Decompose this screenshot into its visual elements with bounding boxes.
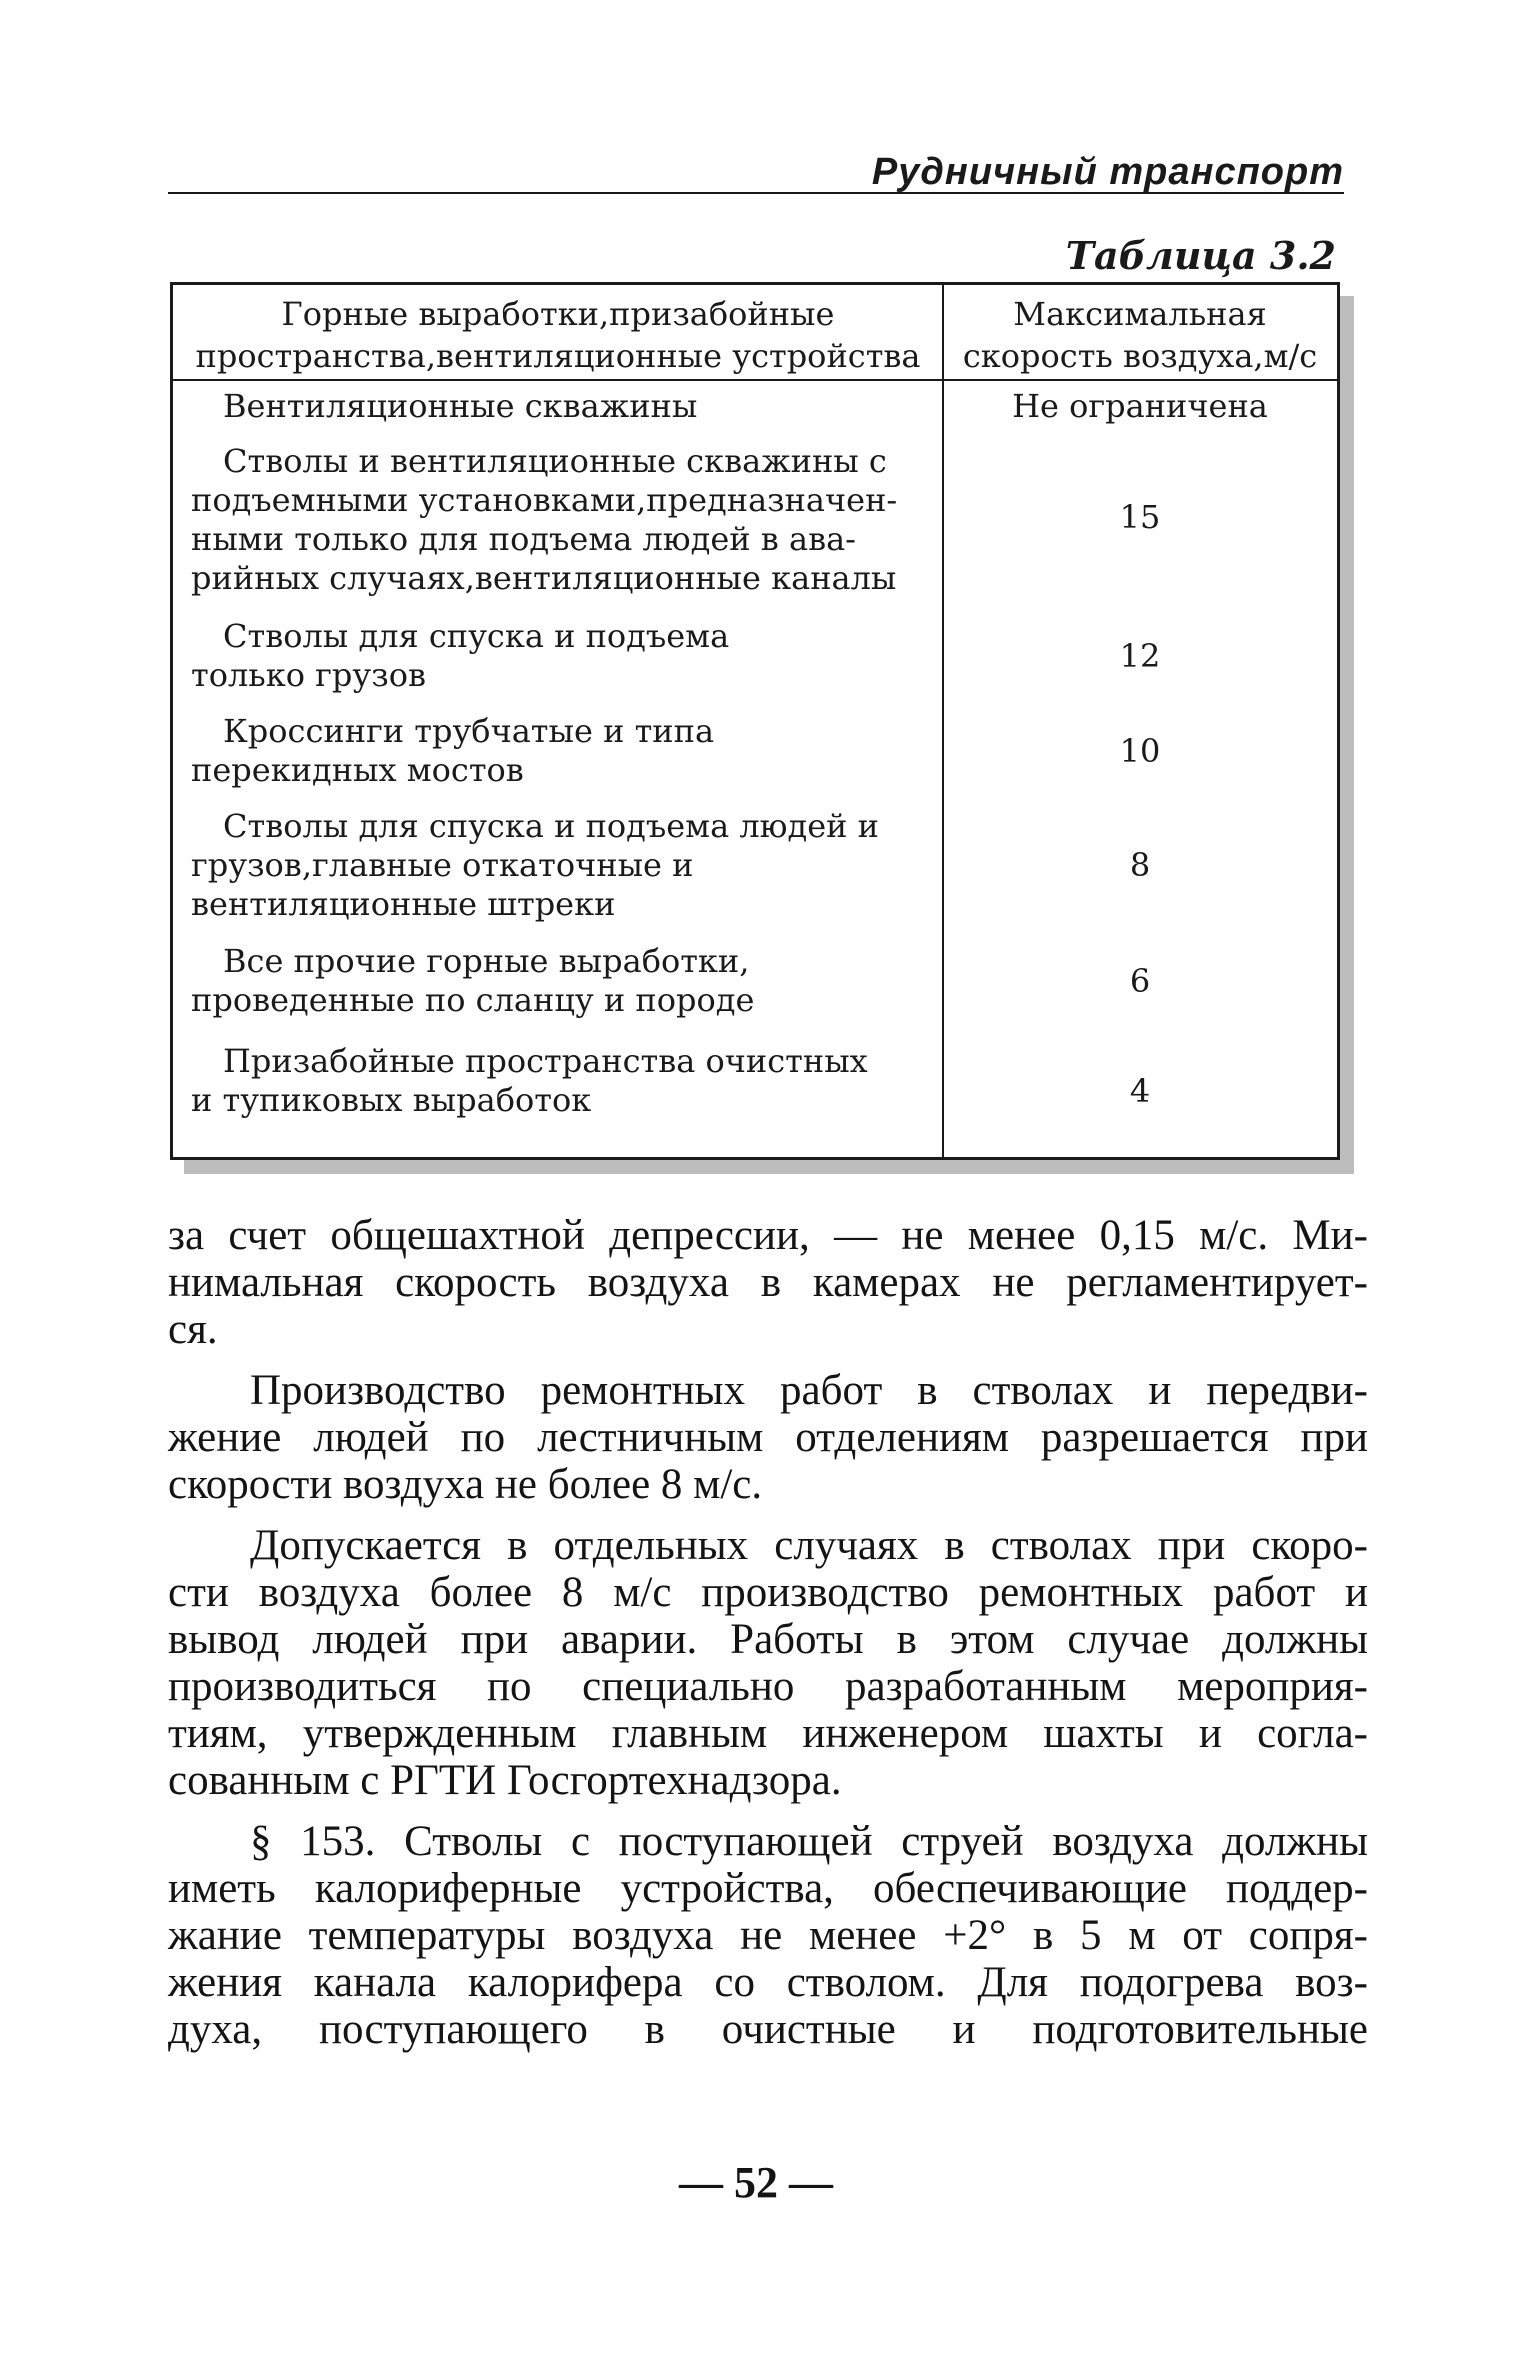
row-description	[191, 942, 931, 1020]
row-description	[191, 442, 931, 598]
page-number: — 52 —	[679, 2158, 833, 2207]
row-line: и тупиковых выработок	[191, 1081, 592, 1119]
row-line: перекидных мостов	[191, 751, 524, 789]
paragraph	[168, 1818, 1368, 2053]
row-line: проведенные по сланцу и породе	[191, 981, 755, 1019]
row-line: ными только для подъема людей в ава-	[191, 520, 856, 558]
table-caption: Таблица 3.2	[1065, 233, 1336, 278]
paragraph	[168, 1522, 1368, 1804]
text-line: ся.	[168, 1306, 218, 1353]
text-line: Допускается в отдельных случаях в стволах при скоро-	[250, 1522, 1368, 1569]
header-max-velocity	[947, 293, 1333, 377]
paragraph	[168, 1212, 1368, 1353]
row-line: вентиляционные штреки	[191, 885, 616, 923]
row-velocity: 10	[1119, 732, 1161, 770]
row-velocity: Не ограничена	[1012, 387, 1268, 425]
text-line: жание температуры воздуха не менее +2° в 5 м от сопря-	[168, 1912, 1368, 1959]
text-line: иметь калориферные устройства, обеспечивающие поддер-	[168, 1865, 1368, 1912]
paragraph	[168, 1367, 1368, 1508]
row-velocity: 8	[1129, 846, 1151, 884]
text-line: § 153. Стволы с поступающей струей воздуха должны	[250, 1818, 1368, 1865]
row-velocity: 6	[1129, 962, 1151, 1000]
row-velocity: 4	[1129, 1072, 1151, 1110]
text-line: духа, поступающего в очистные и подготовительные	[168, 2006, 1368, 2053]
air-velocity-table	[170, 282, 1340, 1160]
body-text	[168, 1212, 1368, 2067]
text-line: Производство ремонтных работ в стволах и передви-	[250, 1367, 1368, 1414]
row-velocity: 12	[1119, 637, 1161, 675]
text-line: сти воздуха более 8 м/с производство ремонтных работ и	[168, 1569, 1368, 1616]
row-line: подъемными установками,предназначен-	[191, 481, 898, 519]
text-line: производиться по специально разработанным мероприя-	[168, 1663, 1368, 1710]
header-workings	[177, 293, 939, 377]
row-line: Все прочие горные выработки,	[223, 942, 750, 980]
row-line: Призабойные пространства очистных	[223, 1042, 868, 1080]
row-description	[191, 1042, 931, 1120]
row-line: Стволы и вентиляционные скважины с	[223, 442, 887, 480]
text-line: за счет общешахтной депрессии, — не менее 0,15 м/с. Ми-	[168, 1212, 1368, 1259]
table-header-row	[173, 285, 1337, 381]
row-line: грузов,главные откаточные и	[191, 846, 694, 884]
text-line: скорости воздуха не более 8 м/с.	[168, 1461, 763, 1508]
row-line: Кроссинги трубчатые и типа	[223, 712, 715, 750]
row-line: Вентиляционные скважины	[223, 387, 698, 425]
header-workings-line: пространства,вентиляционные устройства	[195, 337, 921, 375]
text-line: жения канала калорифера со стволом. Для подогрева воз-	[168, 1959, 1368, 2006]
row-description	[191, 617, 931, 695]
running-head: Рудничный транспорт	[168, 152, 1344, 194]
row-line: Стволы для спуска и подъема	[223, 617, 730, 655]
row-line: только грузов	[191, 656, 426, 694]
header-velocity-line: скорость воздуха,м/с	[962, 337, 1318, 375]
header-workings-line: Горные выработки,призабойные	[281, 295, 835, 333]
header-velocity-line: Максимальная	[1013, 295, 1267, 333]
table-column-divider	[942, 285, 944, 1157]
row-description	[191, 807, 931, 924]
text-line: жение людей по лестничным отделениям разрешается при	[168, 1414, 1368, 1461]
row-description	[191, 712, 931, 790]
text-line: вывод людей при аварии. Работы в этом случае должны	[168, 1616, 1368, 1663]
row-line: рийных случаях,вентиляционные каналы	[191, 559, 897, 597]
row-line: Стволы для спуска и подъема людей и	[223, 807, 879, 845]
row-description	[191, 387, 931, 426]
row-velocity: 15	[1119, 498, 1161, 536]
text-line: нимальная скорость воздуха в камерах не регламентирует-	[168, 1259, 1368, 1306]
text-line: тиям, утвержденным главным инженером шахты и согла-	[168, 1710, 1368, 1757]
text-line: сованным с РГТИ Госгортехнадзора.	[168, 1757, 842, 1804]
